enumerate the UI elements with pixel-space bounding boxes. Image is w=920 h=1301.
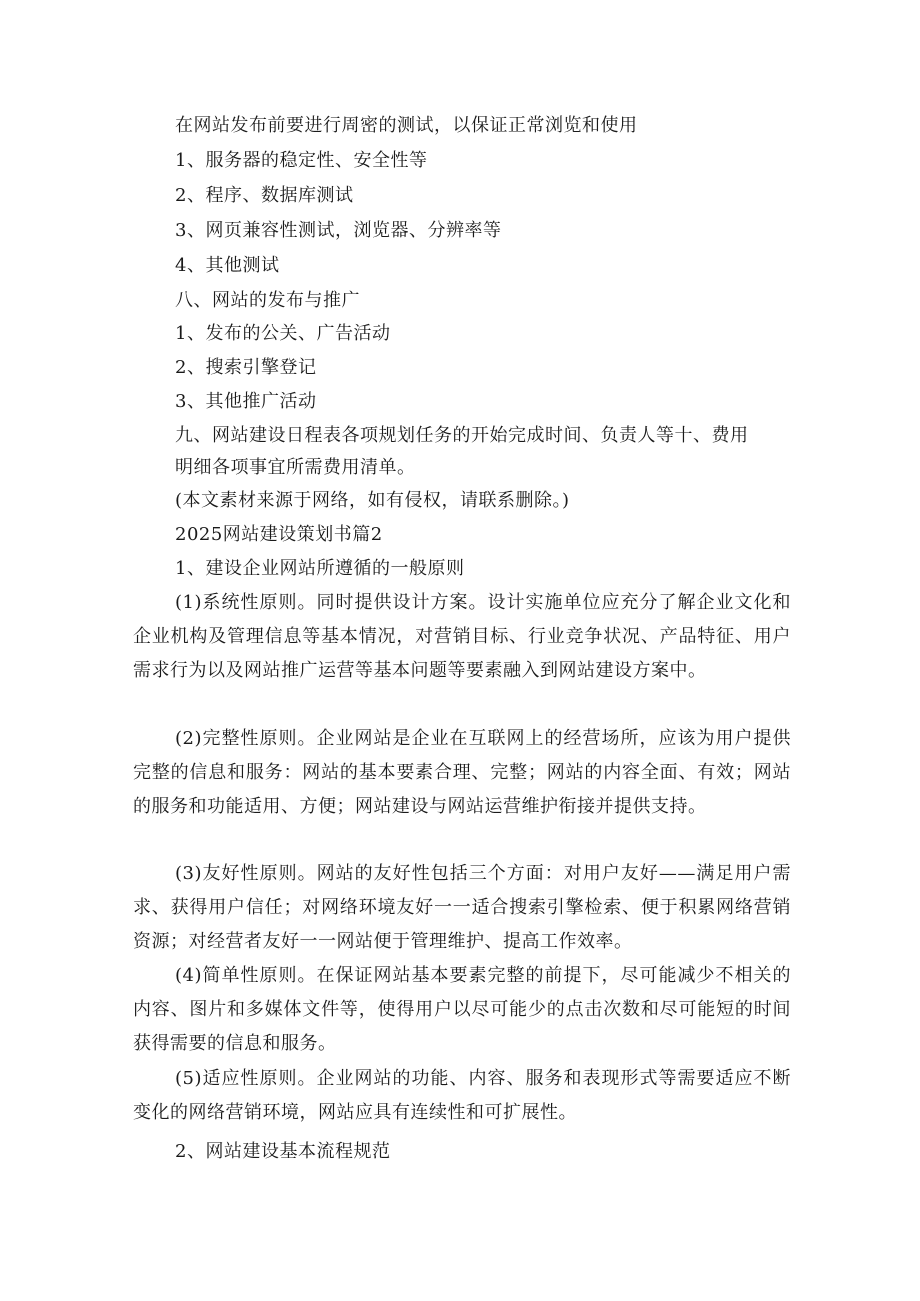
paragraph: (3)友好性原则。网站的友好性包括三个方面：对用户友好——满足用户需求、获得用户信任；对网络环境友好一一适合搜索引擎检索、便于积累网络营销资源；对经营者友好一一网站便于管理维护、提高工作效率。 bbox=[133, 863, 791, 952]
paragraph: (5)适应性原则。企业网站的功能、内容、服务和表现形式等需要适应不断变化的网络营销环境，网站应具有连续性和可扩展性。 bbox=[133, 1068, 791, 1123]
paragraph: (4)简单性原则。在保证网站基本要素完整的前提下，尽可能减少不相关的内容、图片和多媒体文件等，使得用户以尽可能少的点击次数和尽可能短的时间获得需要的信息和服务。 bbox=[133, 965, 791, 1054]
source-note: (本文素材来源于网络，如有侵权，请联系删除。) bbox=[175, 490, 570, 511]
paragraph: (2)完整性原则。企业网站是企业在互联网上的经营场所，应该为用户提供完整的信息和服务：网站的基本要素合理、完整；网站的内容全面、有效；网站的服务和功能适用、方便；网站建设与网站运营维护衔接并提供支持。 bbox=[133, 728, 791, 817]
text-line: 明细各项事宜所需费用清单。 bbox=[175, 457, 416, 478]
list-item: 2、搜索引擎登记 bbox=[175, 357, 317, 378]
list-item: 3、其他推广活动 bbox=[175, 391, 317, 412]
text-line: 在网站发布前要进行周密的测试，以保证正常浏览和使用 bbox=[175, 115, 638, 136]
list-item: 4、其他测试 bbox=[175, 255, 280, 276]
list-item: 1、发布的公关、广告活动 bbox=[175, 323, 391, 344]
list-item: 2、程序、数据库测试 bbox=[175, 185, 354, 206]
paragraph: (1)系统性原则。同时提供设计方案。设计实施单位应充分了解企业文化和企业机构及管理信息等基本情况，对营销目标、行业竞争状况、产品特征、用户需求行为以及网站推广运营等基本问题等要素融入到网站建设方案中。 bbox=[133, 592, 791, 681]
section-heading: 八、网站的发布与推广 bbox=[175, 290, 360, 311]
section-heading: 九、网站建设日程表各项规划任务的开始完成时间、负责人等十、费用 bbox=[175, 425, 749, 446]
section-heading: 2、网站建设基本流程规范 bbox=[175, 1141, 391, 1162]
article-title: 2025网站建设策划书篇2 bbox=[175, 524, 383, 545]
list-item: 3、网页兼容性测试，浏览器、分辨率等 bbox=[175, 220, 502, 241]
list-item: 1、服务器的稳定性、安全性等 bbox=[175, 150, 428, 171]
section-heading: 1、建设企业网站所遵循的一般原则 bbox=[175, 558, 465, 579]
